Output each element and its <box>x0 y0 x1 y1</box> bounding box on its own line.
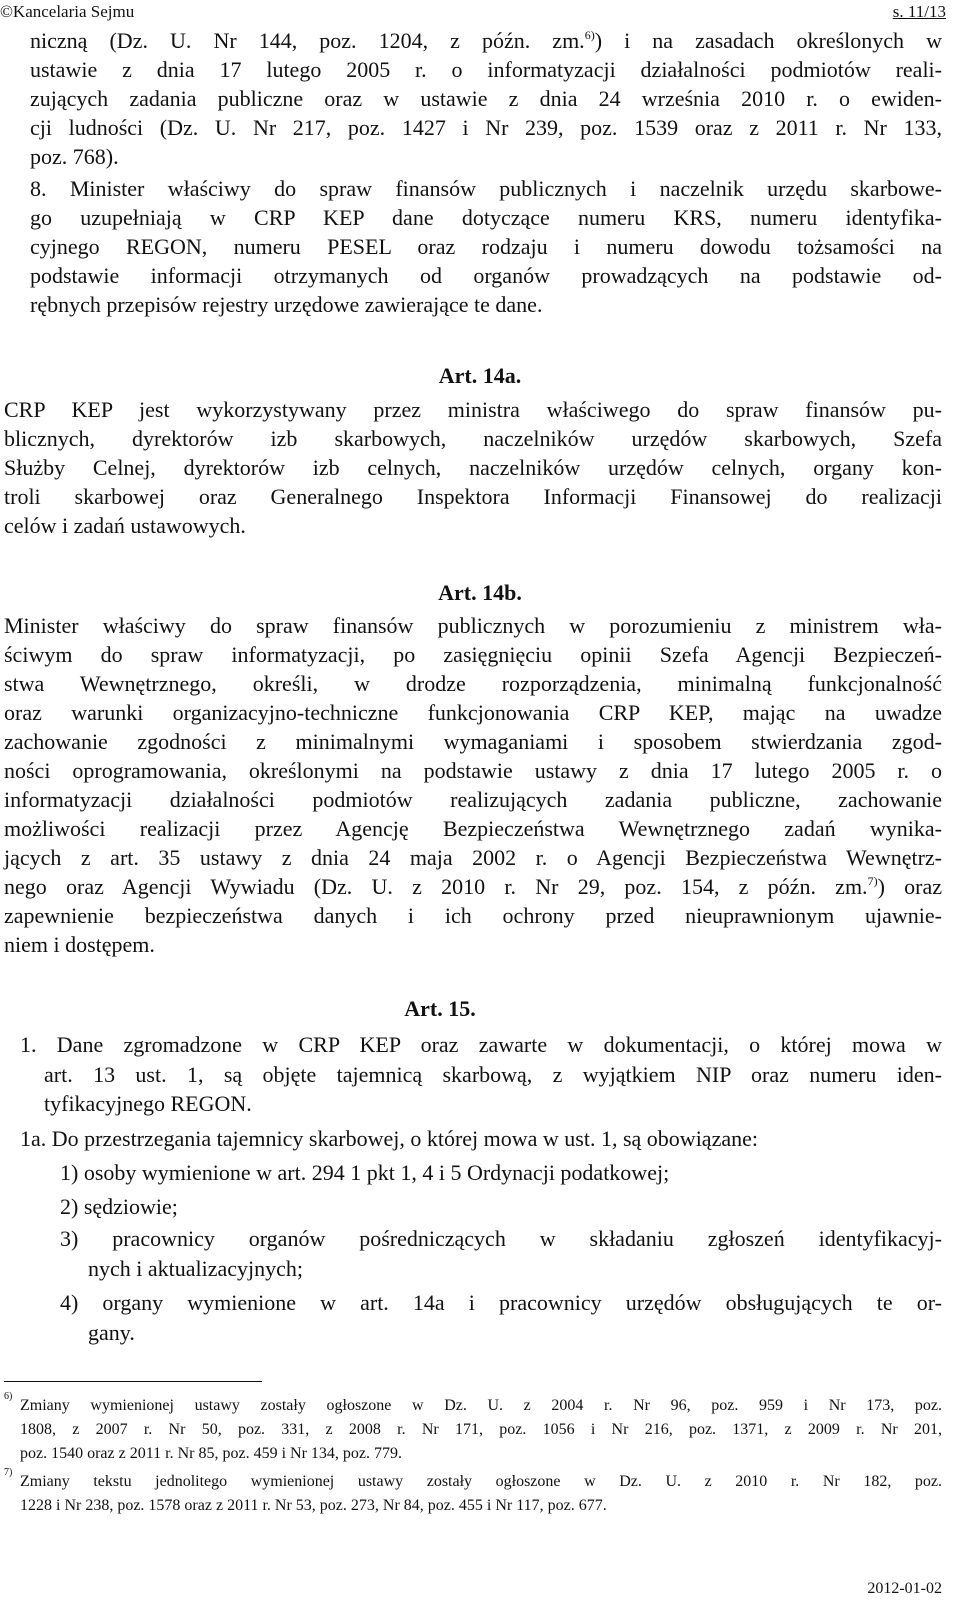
text-line: niem i dostępem. <box>4 932 155 957</box>
text-line: 1228 i Nr 238, poz. 1578 oraz z 2011 r. Nr 53, poz. 273, Nr 84, poz. 455 i Nr 117, poz. 677. <box>20 1497 607 1514</box>
text-line: Minister właściwy do spraw finansów publicznych w porozumieniu z ministrem wła- <box>4 613 942 638</box>
text-line: ustawie z dnia 17 lutego 2005 r. o informatyzacji działalności podmiotów reali- <box>30 57 942 82</box>
article-14b-heading: Art. 14b. <box>438 580 522 605</box>
footnote-ref-7[interactable]: 7) <box>867 874 878 888</box>
text-line: nych i aktualizacyjnych; <box>88 1256 304 1281</box>
list-item-2 <box>60 1192 942 1221</box>
footnote-separator <box>4 1381 262 1382</box>
article-14a-body <box>4 395 942 540</box>
continuation-paragraph <box>30 26 942 171</box>
text-line: zachowanie zgodności z minimalnymi wymaganiami i sposobem stwierdzania zgod- <box>4 729 942 754</box>
text-line: 1. Dane zgromadzone w CRP KEP oraz zawarte w dokumentacji, o której mowa w <box>20 1032 942 1057</box>
list-item-3 <box>60 1224 942 1253</box>
text-line: blicznych, dyrektorów izb skarbowych, naczelników urzędów skarbowych, Szefa <box>4 426 942 451</box>
text-line: cyjnego REGON, numeru PESEL oraz rodzaju i numeru dowodu tożsamości na <box>30 234 942 259</box>
text-line: jących z art. 35 ustawy z dnia 24 maja 2002 r. o Agencji Bezpieczeństwa Wewnętrz- <box>4 845 942 870</box>
article-14b-body <box>4 611 942 959</box>
text-line: Zmiany tekstu jednolitego wymienionej ustawy zostały ogłoszone w Dz. U. z 2010 r. Nr 182, poz. <box>20 1473 942 1490</box>
text-line: 1) osoby wymienione w art. 294 1 pkt 1, 4 i 5 Ordynacji podatkowej; <box>60 1160 670 1185</box>
text-line: Zmiany wymienionej ustawy zostały ogłoszone w Dz. U. z 2004 r. Nr 96, poz. 959 i Nr 173, poz. <box>20 1397 942 1414</box>
text-line: 1a. Do przestrzegania tajemnicy skarbowej, o której mowa w ust. 1, są obowiązane: <box>20 1126 758 1151</box>
text-line: stwa Wewnętrznego, określi, w drodze rozporządzenia, minimalną funkcjonalność <box>4 671 942 696</box>
footnote-7-marker: 7) <box>4 1467 13 1478</box>
text-line: rębnych przepisów rejestry urzędowe zawierające te dane. <box>30 292 543 317</box>
text-line: celów i zadań ustawowych. <box>4 513 246 538</box>
list-item-4 <box>60 1288 942 1317</box>
document-date: 2012-01-02 <box>867 1580 942 1597</box>
text-line: możliwości realizacji przez Agencję Bezpieczeństwa Wewnętrznego zadań wynika- <box>4 816 942 841</box>
text-line: gany. <box>88 1320 135 1345</box>
text-line: ności oprogramowania, określonymi na podstawie ustawy z dnia 17 lutego 2005 r. o <box>4 758 942 783</box>
text-line: poz. 1540 oraz z 2011 r. Nr 85, poz. 459 i Nr 134, poz. 779. <box>20 1445 402 1462</box>
text-line: 2) sędziowie; <box>60 1194 178 1219</box>
footnote-6-marker: 6) <box>4 1391 13 1402</box>
item-8 <box>30 174 942 319</box>
article-15-heading: Art. 15. <box>404 996 476 1021</box>
text-line: zujących zadania publiczne oraz w ustawie z dnia 24 września 2010 r. o ewiden- <box>30 86 942 111</box>
footnote-ref-6[interactable]: 6) <box>584 28 595 42</box>
text-line: podstawie informacji otrzymanych od organów prowadzących na podstawie od- <box>30 263 942 288</box>
footnote-6 <box>20 1394 942 1466</box>
text-line: go uzupełniają w CRP KEP dane dotyczące numeru KRS, numeru identyfika- <box>30 205 942 230</box>
text-line: art. 13 ust. 1, są objęte tajemnicą skarbową, z wyjątkiem NIP oraz numeru iden- <box>44 1062 942 1087</box>
page-number[interactable]: s. 11/13 <box>892 2 946 21</box>
list-item-4-cont <box>88 1318 942 1347</box>
art15-paragraph-1 <box>20 1030 942 1059</box>
list-item-3-cont <box>88 1254 942 1283</box>
text-line: tyfikacyjnego REGON. <box>44 1091 252 1116</box>
text-line: nego oraz Agencji Wywiadu (Dz. U. z 2010 r. Nr 29, poz. 154, z późn. zm.$^{7)}$) oraz <box>4 874 942 899</box>
article-14a-heading: Art. 14a. <box>438 363 522 388</box>
text-line: cji ludności (Dz. U. Nr 217, poz. 1427 i Nr 239, poz. 1539 oraz z 2011 r. Nr 133, <box>30 115 942 140</box>
list-item-1 <box>60 1158 942 1187</box>
header-source: ©Kancelaria Sejmu <box>0 2 135 21</box>
text-line: 3) pracownicy organów pośredniczących w składaniu zgłoszeń identyfikacyj- <box>60 1226 942 1251</box>
text-line: poz. 768). <box>30 144 119 169</box>
text-line: 1808, z 2007 r. Nr 50, poz. 331, z 2008 r. Nr 171, poz. 1056 i Nr 216, poz. 1371, z 2009 r. Nr 201, <box>20 1421 942 1438</box>
text-line: troli skarbowej oraz Generalnego Inspektora Informacji Finansowej do realizacji <box>4 484 942 509</box>
art15-paragraph-1-cont <box>44 1060 942 1118</box>
text-line: 8. Minister właściwy do spraw finansów publicznych i naczelnik urzędu skarbowe- <box>30 176 942 201</box>
text-line: Służby Celnej, dyrektorów izb celnych, naczelników urzędów celnych, organy kon- <box>4 455 942 480</box>
text-line: niczną (Dz. U. Nr 144, poz. 1204, z późn. zm.$^{6)}$) i na zasadach określonych w <box>30 28 942 53</box>
art15-paragraph-1a <box>20 1124 942 1153</box>
footnote-7 <box>20 1470 942 1518</box>
text-line: 4) organy wymienione w art. 14a i pracownicy urzędów obsługujących te or- <box>60 1290 942 1315</box>
text-line: zapewnienie bezpieczeństwa danych i ich ochrony przed nieuprawnionym ujawnie- <box>4 903 942 928</box>
text-line: CRP KEP jest wykorzystywany przez ministra właściwego do spraw finansów pu- <box>4 397 942 422</box>
text-line: ściwym do spraw informatyzacji, po zasięgnięciu opinii Szefa Agencji Bezpieczeń- <box>4 642 942 667</box>
text-line: informatyzacji działalności podmiotów realizujących zadania publiczne, zachowanie <box>4 787 942 812</box>
text-line: oraz warunki organizacyjno-techniczne funkcjonowania CRP KEP, mając na uwadze <box>4 700 942 725</box>
